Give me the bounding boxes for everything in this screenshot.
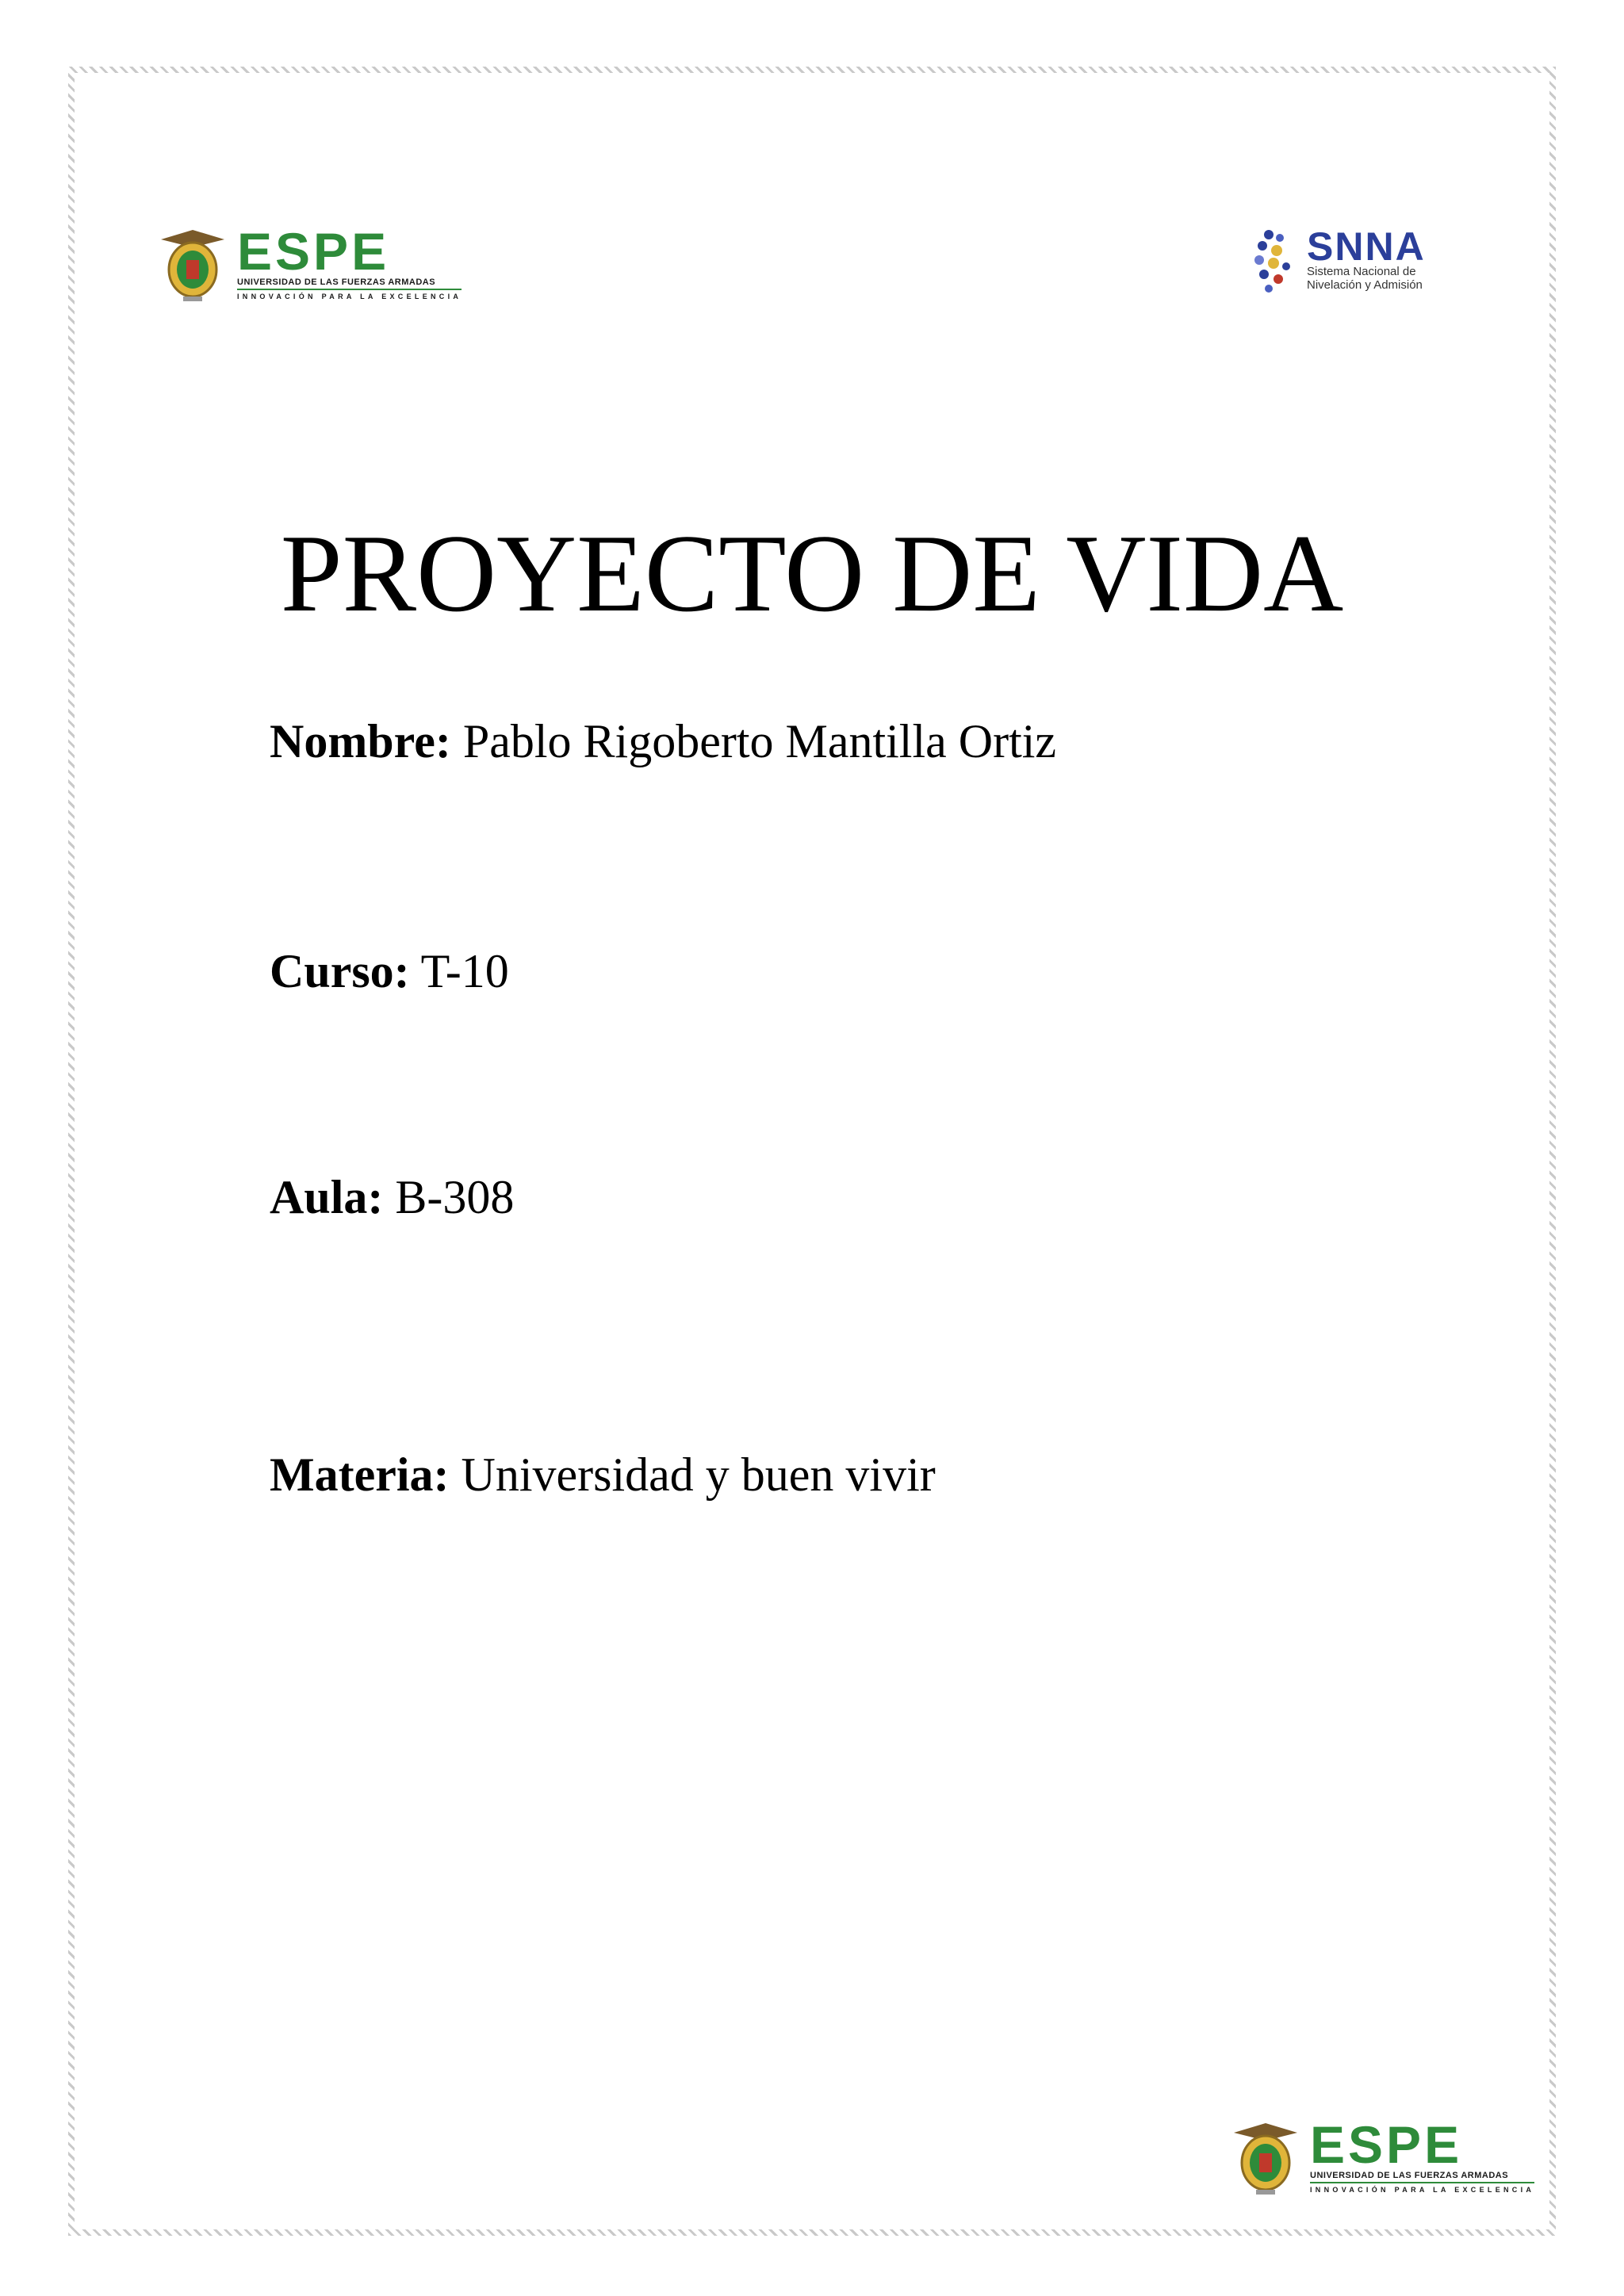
espe-logo [155,221,462,303]
field-value: T-10 [420,945,509,997]
field-nombre [270,714,1056,769]
field-label: Materia: [270,1448,450,1501]
espe-subtitle: UNIVERSIDAD DE LAS FUERZAS ARMADAS [1310,2171,1534,2183]
page-border [68,67,1556,2236]
snna-line2: Nivelación y Admisión [1307,278,1423,292]
espe-wordmark: ESPE [237,221,390,281]
espe-seal-icon [1228,2117,1304,2196]
field-curso [270,943,509,999]
espe-subtitle: UNIVERSIDAD DE LAS FUERZAS ARMADAS [237,277,462,290]
espe-wordmark: ESPE [1310,2114,1463,2174]
field-value: B-308 [395,1171,515,1223]
field-value: Pablo Rigoberto Mantilla Ortiz [462,715,1057,767]
field-label: Nombre: [270,715,451,767]
field-label: Curso: [270,945,410,997]
field-value: Universidad y buen vivir [461,1448,936,1501]
espe-tagline: INNOVACIÓN PARA LA EXCELENCIA [237,292,462,300]
field-aula [270,1169,514,1225]
espe-seal-icon [155,224,231,303]
snna-line1: Sistema Nacional de [1307,265,1416,278]
espe-tagline: INNOVACIÓN PARA LA EXCELENCIA [1310,2185,1535,2194]
document-title: PROYECTO DE VIDA [280,511,1344,635]
snna-logo [1245,224,1426,293]
espe-logo-footer [1228,2114,1535,2196]
snna-mark-icon [1245,227,1300,293]
snna-wordmark: SNNA [1307,224,1426,269]
field-materia [270,1447,936,1502]
field-label: Aula: [270,1171,384,1223]
